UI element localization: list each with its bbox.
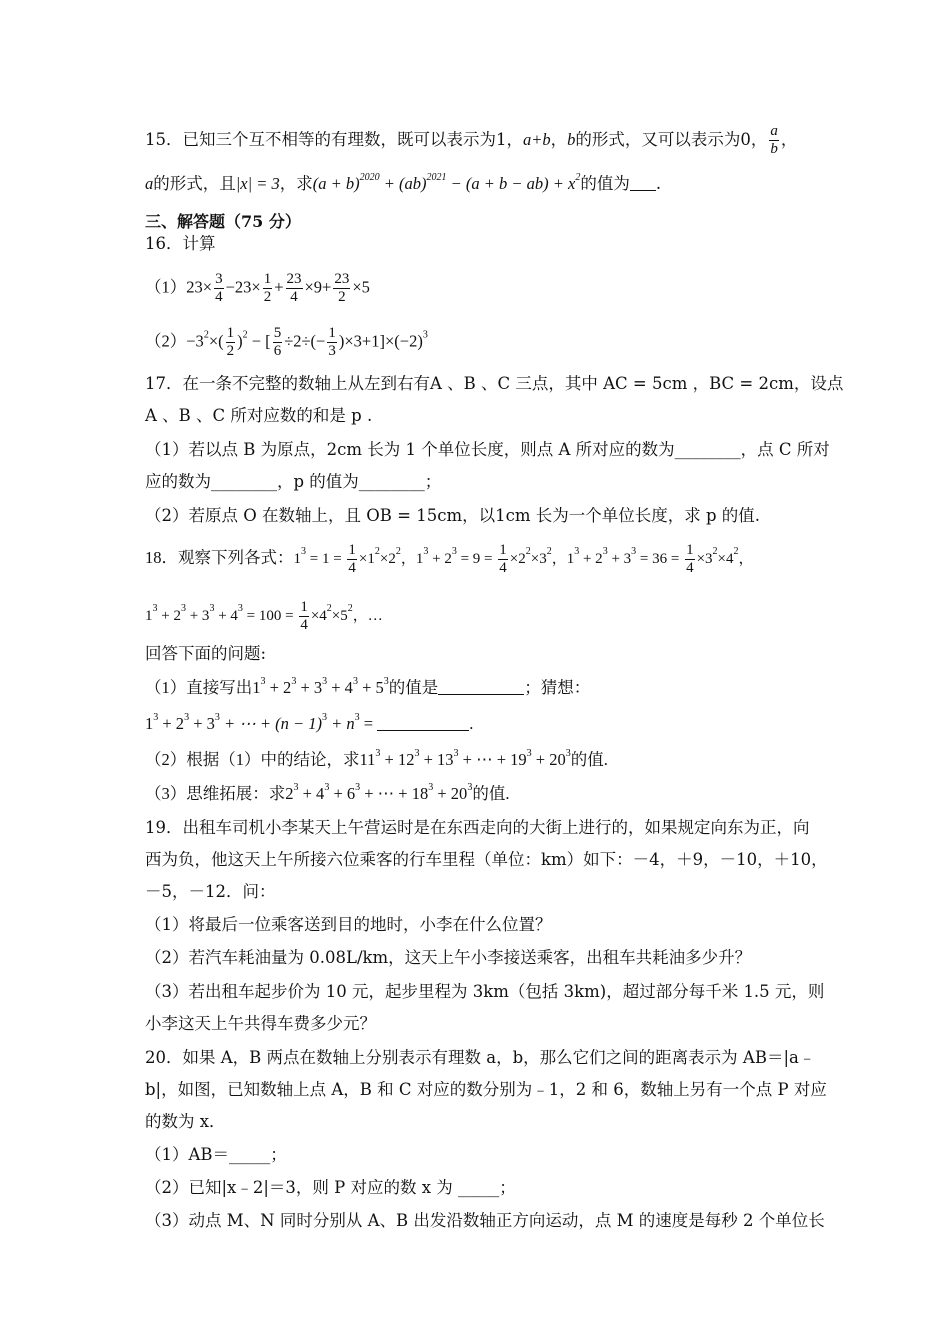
q16-p1-c: + <box>274 277 284 297</box>
q15-expression <box>313 174 581 193</box>
q18-frac-d: 4 <box>348 560 356 576</box>
q18-frac-n: 1 <box>499 542 507 558</box>
q16-p1-e: ×5 <box>352 277 370 297</box>
q19-line5: （2）若汽车耗油量为 0.08L/km，这天上午小李接送乘客，出租车共耗油多少升？ <box>145 948 752 967</box>
q18-p1-blank <box>438 680 524 695</box>
q18-exp: 3 <box>152 602 158 614</box>
q18-e2-mid: = 9 = <box>456 550 497 567</box>
q19-line3: －5，－12．问： <box>145 882 276 901</box>
q18-guess-blank <box>377 716 469 731</box>
q18-e1-mid: = 1 = <box>306 550 346 567</box>
q18-exp: 2 <box>525 545 531 557</box>
q18-p1-guess: ；猜想： <box>524 678 591 697</box>
q16-p2-frac2 <box>273 326 283 359</box>
q17-line1: 17．在一条不完整的数轴上从左到右有A 、B 、C 三点，其中 AC = 5cm ，BC = 2cm，设点 <box>145 374 844 393</box>
q18-g3: + 3 <box>189 714 215 733</box>
q18-e4-lhs: 1 <box>145 607 153 624</box>
q16-p2-c: ) <box>237 331 243 351</box>
q18-exp: 3 <box>467 782 473 793</box>
q18-exp: 3 <box>184 712 190 723</box>
q16-p1-f4n: 23 <box>334 271 350 287</box>
q18-e4-tail2: ×5 <box>331 607 348 624</box>
q18-exp: 3 <box>260 676 266 687</box>
q18-p2-label: （2）根据（1）中的结论，求 <box>145 750 360 769</box>
q18-e3-lhs: 1 <box>566 550 575 567</box>
q18-p2-t2: + 12 <box>380 750 415 769</box>
q15-text-2: 的形式，又可以表示为0， <box>575 130 768 149</box>
q16-p2-f1n: 1 <box>226 325 235 341</box>
q18-p2-t5: + 20 <box>531 750 566 769</box>
q18-line1 <box>145 543 815 576</box>
q18-exp: 3 <box>451 545 457 557</box>
q18-exp: 3 <box>180 602 186 614</box>
q15-frac-num: a <box>770 123 778 139</box>
q18-p3-t2: + 4 <box>298 784 325 803</box>
q18-p2-t3: + 13 <box>419 750 454 769</box>
q18-p3-t1: 2 <box>285 784 294 803</box>
q18-g4: + ⋯ + (n − 1) <box>219 714 323 733</box>
q15-expr-p2: + (ab) <box>379 174 427 193</box>
q16-p2-frac3 <box>327 326 337 359</box>
q18-e3-frac <box>685 543 695 576</box>
q17-line4: 应的数为________，p 的值为________； <box>145 472 442 491</box>
q18-exp: 3 <box>153 712 159 723</box>
q18-g5: + n <box>327 714 355 733</box>
q18-exp: 2 <box>395 545 401 557</box>
q16-p2-a-exp: 2 <box>203 329 209 341</box>
q16-p1-f3d: 4 <box>290 289 298 305</box>
q18-g-end: . <box>469 714 474 733</box>
q18-exp: 2 <box>374 545 380 557</box>
q18-frac-n: 1 <box>348 542 356 558</box>
q15-abs-x: |x| = 3 <box>235 174 280 193</box>
q15-a: a <box>145 174 154 193</box>
q18-p1-t5: + 5 <box>357 678 384 697</box>
q16-p2-a: −3 <box>186 331 204 351</box>
q16-p1-f2d: 2 <box>263 289 272 305</box>
q18-exp: 3 <box>423 545 429 557</box>
q19-line2: 西为负，他这天上午所接六位乘客的行车里程（单位：km）如下：－4，＋9，－10，＋10， <box>145 850 828 869</box>
q16-p2-f2n: 5 <box>273 325 282 341</box>
q18-e2-tail2: ×3 <box>530 550 547 567</box>
q18-p2-t4: + ⋯ + 19 <box>458 750 527 769</box>
q16-part1 <box>145 272 815 305</box>
q20-line3: 的数为 x． <box>145 1112 226 1131</box>
q16-p1-f4d: 2 <box>338 289 346 305</box>
q15-exp2: 2021 <box>426 172 447 183</box>
q15-answer-blank <box>630 176 656 191</box>
q15-comma-2: ， <box>780 130 798 149</box>
q18-e1-frac <box>347 543 357 576</box>
q18-frac-d: 4 <box>499 560 507 576</box>
q15-text-4: ，求 <box>279 174 313 193</box>
q16-p1-f3n: 23 <box>286 271 302 287</box>
q16-p1-frac1 <box>214 272 224 305</box>
q18-exp: 3 <box>631 545 637 557</box>
q18-e2-lhs: 1 <box>415 550 424 567</box>
q16-p1-frac2 <box>263 272 273 305</box>
q18-exp: 3 <box>352 676 358 687</box>
q18-exp: 3 <box>526 748 532 759</box>
q16-p2-f3d: 3 <box>328 343 336 359</box>
q18-eq3: $1^3 + 2^3 + 3^3 = 36$ = $\frac{1}{4}$ $\times 3^2\times 4^2$， <box>566 542 754 576</box>
q18-p1-line1 <box>145 676 815 700</box>
q18-exp: 2 <box>326 602 332 614</box>
q18-e3-plus2: + 3 <box>607 550 632 567</box>
q18-p3-t4: + ⋯ + 18 <box>360 784 429 803</box>
q18-e2-frac <box>498 543 508 576</box>
q18-e3-tail: ×3 <box>696 550 713 567</box>
q16-p2-d: − [ <box>247 331 271 351</box>
q18-exp: 3 <box>214 712 220 723</box>
q18-e4-plus2: + 3 <box>185 607 210 624</box>
q15-frac-den: b <box>770 141 778 157</box>
q20-line5: （2）已知|x﹣2|＝3，则 P 对应的数 x 为 _____； <box>145 1178 516 1197</box>
q18-e2-tail: ×2 <box>509 550 526 567</box>
q15-period: . <box>655 174 662 193</box>
q18-line2 <box>145 600 815 633</box>
q18-exp: 3 <box>453 748 459 759</box>
q18-p2 <box>145 748 815 772</box>
q18-exp: 3 <box>209 602 215 614</box>
q18-exp: 3 <box>324 782 330 793</box>
q18-p2-end: 的值. <box>570 750 608 769</box>
q18-exp: 3 <box>291 676 297 687</box>
q19-line4: （1）将最后一位乘客送到目的地时，小李在什么位置？ <box>145 915 552 934</box>
q15-text-3: 的形式，且 <box>153 174 236 193</box>
q16-p1-frac3 <box>286 272 303 305</box>
q18-p1-line2 <box>145 712 815 736</box>
q18-ask: 回答下面的问题: <box>145 644 267 663</box>
q18-e2-plus: + 2 <box>428 550 452 567</box>
q18-p3-label: （3）思维拓展：求 <box>145 784 286 803</box>
q16-p1-f2n: 1 <box>263 271 272 287</box>
q18-exp: 3 <box>414 748 420 759</box>
q18-frac-d: 4 <box>300 617 308 633</box>
q18-p3-end: 的值. <box>472 784 510 803</box>
q18-e4-mid: = 100 = <box>242 607 298 624</box>
q18-exp: 2 <box>546 545 552 557</box>
q16-p2-label: （2） <box>145 331 187 351</box>
q19-line6: （3）若出租车起步价为 10 元，起步里程为 3km（包括 3km)，超过部分每千米 1.5 元，则 <box>145 982 825 1001</box>
q16-p2-f2d: 6 <box>273 343 282 359</box>
q18-eq1: $1^3 = 1$ = $\frac{1}{4}$ $\times 1^2\times 2^2$， <box>293 542 416 576</box>
q16-title: 16．计算 <box>145 234 216 253</box>
q18-exp: 2 <box>712 545 718 557</box>
q16-p2-e: ÷2÷(− <box>284 331 326 351</box>
q18-e4-frac <box>299 600 309 633</box>
q15-text-5: 的值为 <box>580 174 630 193</box>
q16-p2-b: ×( <box>208 331 224 351</box>
q18-p3-t5: + 20 <box>433 784 468 803</box>
q15-fraction <box>769 124 779 157</box>
q18-exp: 3 <box>574 545 580 557</box>
q18-exp: 3 <box>237 602 243 614</box>
q17-line5: （2）若原点 O 在数轴上，且 OB = 15cm，以1cm 长为一个单位长度，求 p 的值. <box>145 506 761 525</box>
q15-text: 15．已知三个互不相等的有理数，既可以表示为1， <box>145 130 523 149</box>
q16-p1-a: 23× <box>186 277 213 297</box>
q20-line6: （3）动点 M、N 同时分别从 A、B 出发沿数轴正方向运动，点 M 的速度是每秒 2 个单位长 <box>145 1211 825 1230</box>
q16-p1-f1n: 3 <box>215 271 223 287</box>
q15-expr-p3: − (a + b − ab) + x <box>446 174 576 193</box>
q18-label: 18．观察下列各式： <box>145 547 294 567</box>
q15-b: b <box>567 130 576 149</box>
q18-e1-tail: ×1 <box>358 550 375 567</box>
q16-part2 <box>145 326 815 359</box>
q18-exp: 3 <box>354 712 360 723</box>
q18-e3-mid: = 36 = <box>636 550 684 567</box>
q18-exp: 2 <box>733 545 739 557</box>
q18-exp: 3 <box>602 545 608 557</box>
q18-exp: 3 <box>428 782 434 793</box>
q15-line1 <box>145 124 815 157</box>
q18-exp: 3 <box>301 545 306 557</box>
q18-exp: 3 <box>322 712 328 723</box>
q18-frac-n: 1 <box>686 542 694 558</box>
q15-exp1: 2020 <box>359 172 380 183</box>
q18-e4-plus3: + 4 <box>214 607 238 624</box>
q15-expr-a-plus-b: a+b <box>523 130 551 149</box>
q16-p1-label: （1） <box>145 277 187 297</box>
q16-p2-f3n: 1 <box>328 325 336 341</box>
q18-p1-t1: 1 <box>252 678 261 697</box>
q15-expr-p1: (a + b) <box>312 174 360 193</box>
q15-exp3: 2 <box>575 172 581 183</box>
q18-exp: 3 <box>322 676 328 687</box>
q15-comma: ， <box>550 130 568 149</box>
q18-e3-tail2: ×4 <box>717 550 734 567</box>
q18-e1-lhs: 1 <box>293 550 301 567</box>
q18-p3-t3: + 6 <box>329 784 356 803</box>
q18-p1-label: （1）直接写出 <box>145 678 253 697</box>
q18-e4-tail: ×4 <box>310 607 327 624</box>
q18-exp: 2 <box>347 602 353 614</box>
q17-line3: （1）若以点 B 为原点，2cm 长为 1 个单位长度，则点 A 所对应的数为________，点 C 所对 <box>145 440 830 459</box>
q18-p2-t1: 11 <box>359 750 376 769</box>
q16-p1-d: ×9+ <box>304 277 332 297</box>
q18-frac-n: 1 <box>300 599 308 615</box>
section3-title: 三、解答题（75 分） <box>145 212 301 231</box>
q18-e3-plus1: + 2 <box>579 550 603 567</box>
q18-exp: 3 <box>375 748 381 759</box>
q16-p2-c-exp: 2 <box>242 329 248 341</box>
q18-p1-t4: + 4 <box>327 678 353 697</box>
q18-exp: 3 <box>293 782 299 793</box>
q17-line2: A 、B 、C 所对应数的和是 p . <box>145 406 373 425</box>
q18-p1-t3: + 3 <box>296 678 323 697</box>
q18-e1-tail2: ×2 <box>379 550 396 567</box>
q18-eq2: $1^3 + 2^3 = 9$ = $\frac{1}{4}$ $\times 2^2\times 3^2$， <box>415 542 567 576</box>
q16-p2-f1d: 2 <box>226 343 235 359</box>
q18-p1-t2: + 2 <box>265 678 292 697</box>
q18-e4-plus1: + 2 <box>157 607 181 624</box>
q18-exp: 3 <box>383 676 389 687</box>
q18-exp: 3 <box>355 782 361 793</box>
q20-line2: b|，如图，已知数轴上点 A，B 和 C 对应的数分别为﹣1，2 和 6，数轴上另有一个点 P 对应 <box>145 1080 827 1099</box>
q15-line2 <box>145 172 815 196</box>
q18-p3 <box>145 782 815 806</box>
q19-line7: 小李这天上午共得车费多少元？ <box>145 1014 376 1033</box>
q18-p1-text: 的值是 <box>388 678 439 697</box>
q18-exp: 3 <box>565 748 571 759</box>
q16-p2-f-exp: 3 <box>422 329 428 341</box>
q18-e4-end: ，… <box>352 607 383 624</box>
q16-p1-f1d: 4 <box>215 289 223 305</box>
q20-line1: 20．如果 A，B 两点在数轴上分别表示有理数 a，b，那么它们之间的距离表示为 AB＝|a﹣ <box>145 1048 816 1067</box>
q19-line1: 19．出租车司机小李某天上午营运时是在东西走向的大街上进行的，如果规定向东为正，向 <box>145 818 810 837</box>
q18-frac-d: 4 <box>686 560 694 576</box>
q18-g1: 1 <box>145 714 154 733</box>
q16-p1-frac4 <box>333 272 350 305</box>
q20-line4: （1）AB＝_____； <box>145 1145 287 1164</box>
q16-p1-b: −23× <box>225 277 261 297</box>
q18-g6: = <box>359 714 378 733</box>
q18-g2: + 2 <box>158 714 185 733</box>
q16-p2-f: )×3+1]×(−2) <box>338 331 423 351</box>
q16-p2-frac1 <box>226 326 236 359</box>
